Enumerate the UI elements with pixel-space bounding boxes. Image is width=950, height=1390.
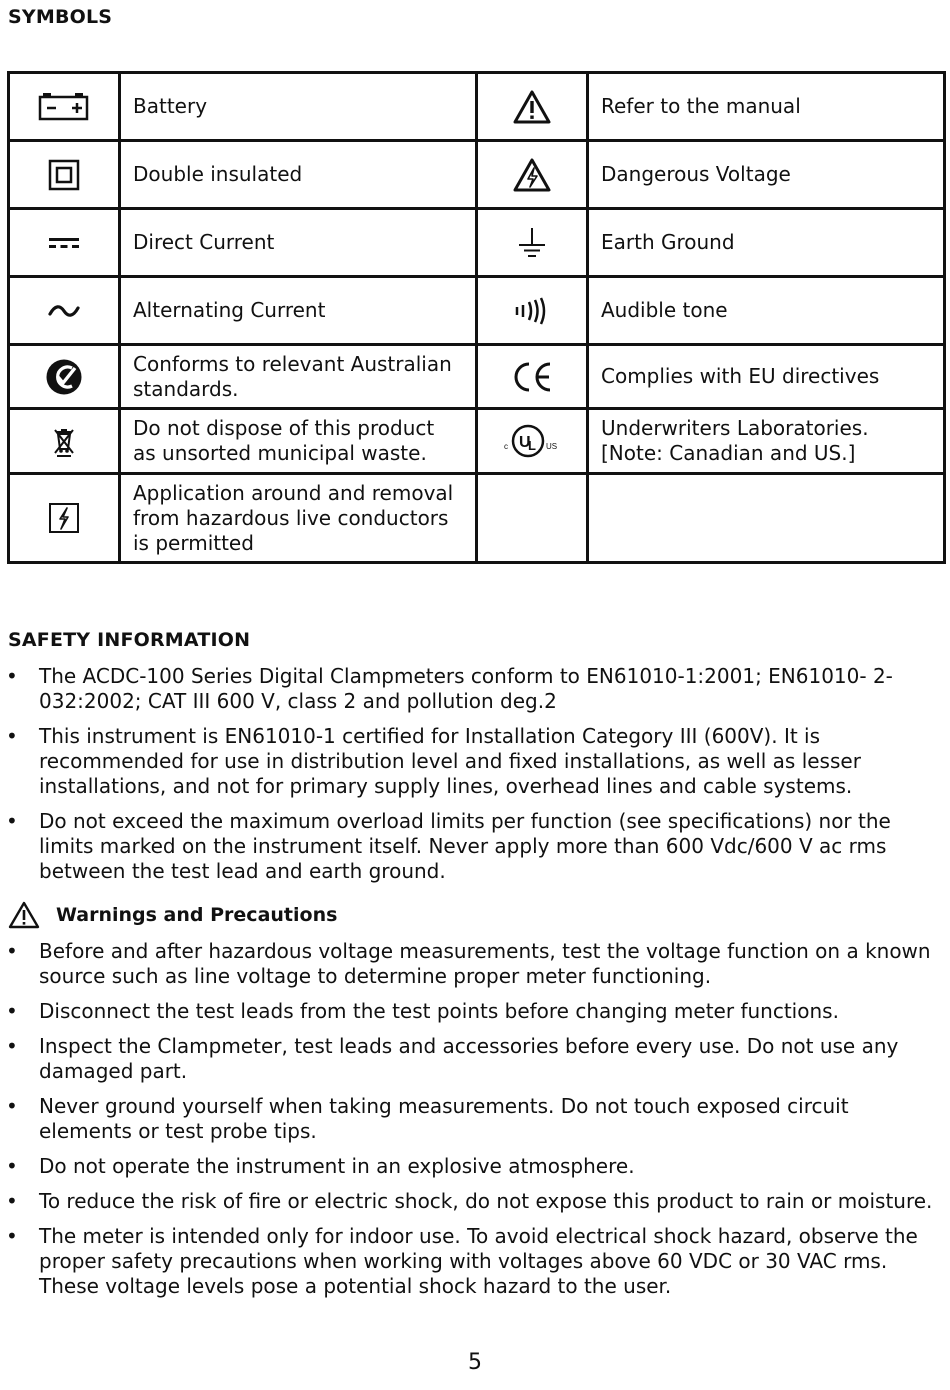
- list-item: • Disconnect the test leads from the test points before changing meter functions.: [0, 999, 945, 1024]
- empty-cell: [588, 474, 945, 563]
- table-row: [9, 141, 945, 209]
- ce-mark-icon: [510, 360, 554, 394]
- list-item: • The meter is intended only for indoor use. To avoid electrical shock hazard, observe the proper safety precautions when working with voltages above 60 VDC or 30 VAC rms. These voltage levels pose a potential shock hazard to the user.: [0, 1224, 945, 1299]
- symbol-label: Underwriters Laboratories. [Note: Canadian and US.]: [588, 409, 945, 474]
- alternating-current-icon: [47, 303, 81, 319]
- live-conductor-icon: [48, 502, 80, 534]
- earth-ground-icon: [516, 226, 548, 260]
- warnings-list: [0, 939, 945, 1309]
- symbol-label: Refer to the manual: [588, 73, 945, 141]
- safety-list: [0, 664, 945, 894]
- weee-bin-icon: [53, 424, 75, 458]
- table-row: [9, 409, 945, 474]
- ul-mark-icon: [502, 422, 562, 460]
- list-item: • This instrument is EN61010-1 certified for Installation Category III (600V). It is recommended for use in distribution level and fixed installations, as well as lesser installations, and not for primary supply lines, overhead lines and cable systems.: [0, 724, 945, 799]
- audible-tone-icon: [513, 296, 551, 326]
- dangerous-voltage-icon: [512, 157, 552, 193]
- symbol-label: Direct Current: [120, 209, 477, 277]
- double-insulated-icon: [48, 159, 80, 191]
- australian-ctick-icon: [45, 358, 83, 396]
- symbol-label: Dangerous Voltage: [588, 141, 945, 209]
- symbol-label: Alternating Current: [120, 277, 477, 345]
- svg-text:U: U: [519, 434, 531, 451]
- table-row: [9, 73, 945, 141]
- list-item: • Do not operate the instrument in an explosive atmosphere.: [0, 1154, 945, 1179]
- warning-triangle-icon: [512, 89, 552, 125]
- list-item: • Before and after hazardous voltage measurements, test the voltage function on a known source such as line voltage to determine proper meter functioning.: [0, 939, 945, 989]
- symbol-label: Complies with EU directives: [588, 345, 945, 409]
- page-number: 5: [468, 1350, 482, 1375]
- list-item: • To reduce the risk of fire or electric shock, do not expose this product to rain or moisture.: [0, 1189, 945, 1214]
- warnings-heading: [8, 900, 337, 930]
- symbol-label: Application around and removal from hazardous live conductors is permitted: [120, 474, 477, 563]
- battery-icon: [38, 91, 90, 123]
- symbols-table: [7, 71, 946, 564]
- symbol-label: Do not dispose of this product as unsorted municipal waste.: [120, 409, 477, 474]
- svg-text:c: c: [504, 442, 508, 451]
- safety-heading: SAFETY INFORMATION: [8, 629, 251, 651]
- symbol-label: Battery: [120, 73, 477, 141]
- symbol-label: Earth Ground: [588, 209, 945, 277]
- symbol-label: Double insulated: [120, 141, 477, 209]
- list-item: • Inspect the Clampmeter, test leads and accessories before every use. Do not use any damaged part.: [0, 1034, 945, 1084]
- empty-cell: [477, 474, 588, 563]
- symbol-label: Audible tone: [588, 277, 945, 345]
- svg-text:US: US: [546, 442, 558, 451]
- list-item: • The ACDC-100 Series Digital Clampmeters conform to EN61010-1:2001; EN61010- 2-032:2002; CAT III 600 V, class 2 and pollution deg.2: [0, 664, 945, 714]
- table-row: [9, 474, 945, 563]
- table-row: [9, 277, 945, 345]
- warnings-heading-text: Warnings and Precautions: [56, 904, 338, 926]
- table-row: [9, 209, 945, 277]
- direct-current-icon: [47, 236, 81, 250]
- warning-triangle-icon: [8, 901, 40, 929]
- list-item: • Do not exceed the maximum overload limits per function (see specifications) nor the limits marked on the instrument itself. Never apply more than 600 Vdc/600 V ac rms between the test lead and earth ground.: [0, 809, 945, 884]
- table-row: [9, 345, 945, 409]
- list-item: • Never ground yourself when taking measurements. Do not touch exposed circuit elements or test probe tips.: [0, 1094, 945, 1144]
- svg-text:L: L: [528, 438, 536, 453]
- symbols-heading: SYMBOLS: [8, 6, 113, 28]
- symbol-label: Conforms to relevant Australian standards.: [120, 345, 477, 409]
